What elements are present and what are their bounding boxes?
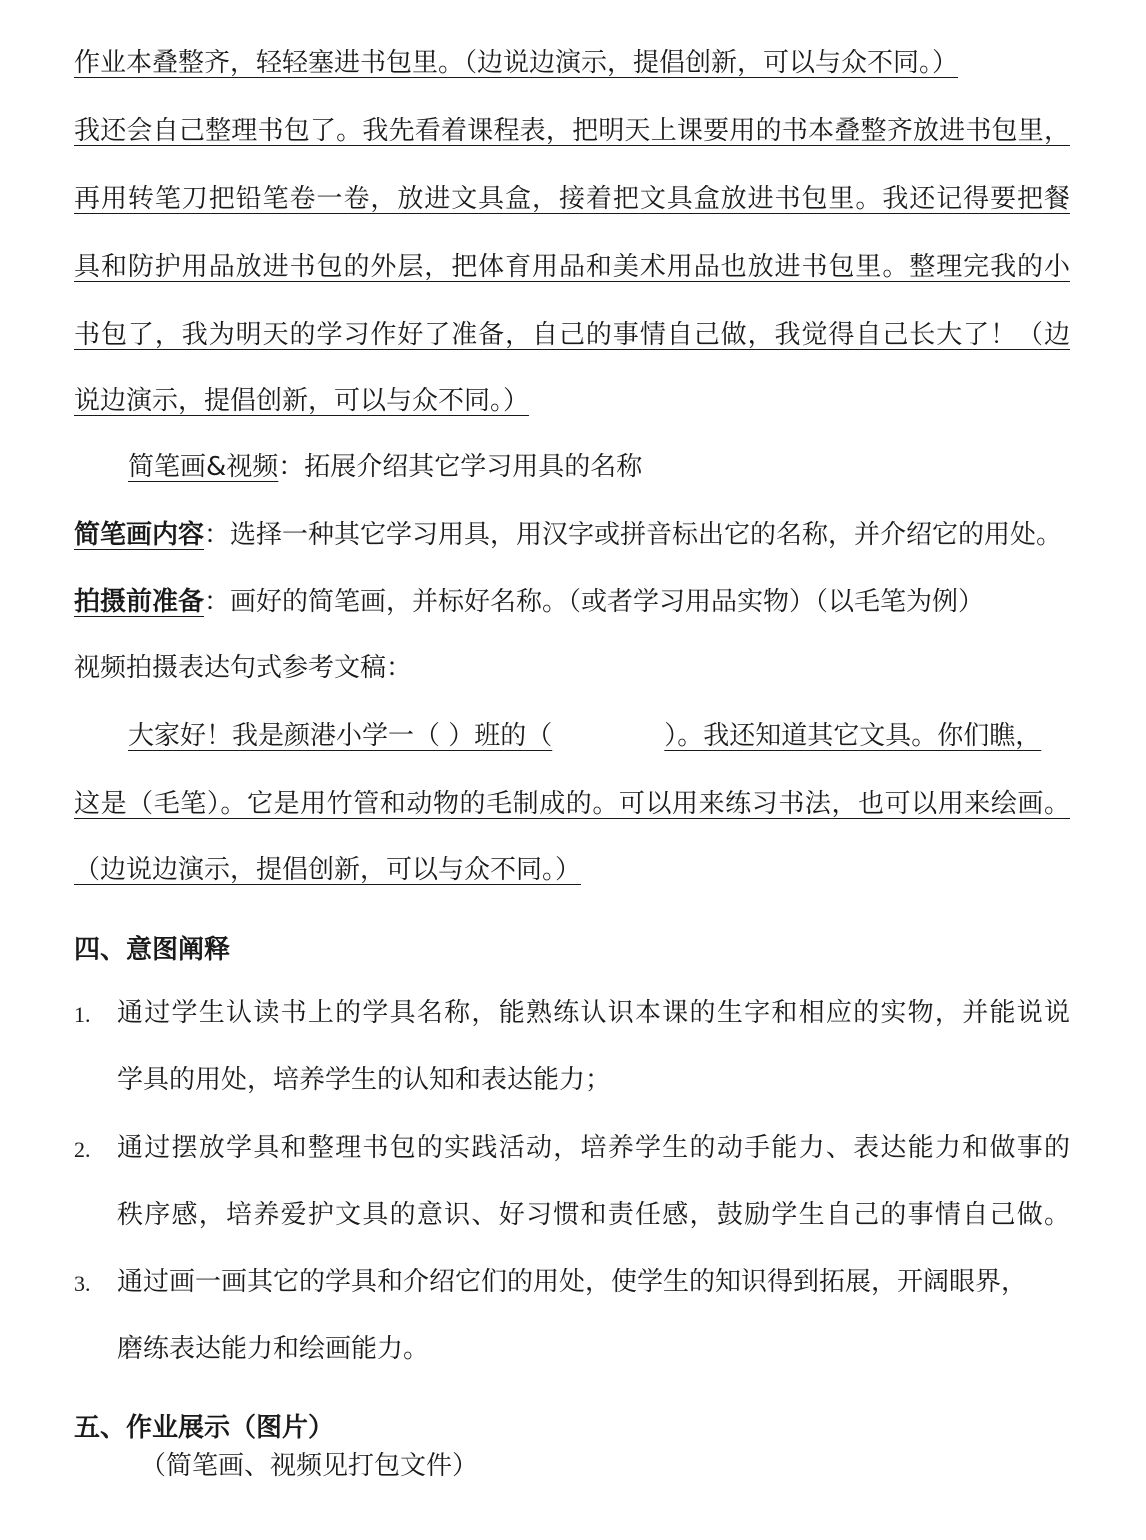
section-heading-showcase: 五、作业展示（图片） <box>74 1413 335 1443</box>
name-blank <box>552 719 664 753</box>
script-intro: 视频拍摄表达句式参考文稿： <box>74 653 413 683</box>
content-text: ：选择一种其它学习用具，用汉字或拼音标出它的名称，并介绍它的用处。 <box>204 520 1063 550</box>
drawing-content-line <box>74 518 1062 552</box>
prep-text: ：画好的简笔画，并标好名称。（或者学习用品实物）（以毛笔为例） <box>204 587 985 617</box>
list-number: 3. <box>74 1271 91 1296</box>
list-item-line: 通过画一画其它的学具和介绍它们的用处，使学生的知识得到拓展，开阔眼界， <box>117 1267 1028 1297</box>
list-item-line: 通过学生认读书上的学具名称，能熟练认识本课的生字和相应的实物，并能说说 <box>117 998 1070 1028</box>
list-item-line: 磨练表达能力和绘画能力。 <box>117 1334 430 1364</box>
script-line <box>128 719 1070 753</box>
paragraph-line: 作业本叠整齐，轻轻塞进书包里。（边说边演示，提倡创新，可以与众不同。） <box>74 48 959 78</box>
drawing-video-subheading <box>128 450 642 484</box>
script-line: （边说边演示，提倡创新，可以与众不同。） <box>74 855 582 885</box>
paragraph-line: 再用转笔刀把铅笔卷一卷，放进文具盒，接着把文具盒放进书包里。我还记得要把餐 <box>74 184 1070 214</box>
drawing-video-label: 简笔画&视频 <box>128 452 279 482</box>
paragraph-line: 书包了，我为明天的学习作好了准备，自己的事情自己做，我觉得自己长大了！（边 <box>74 320 1070 350</box>
script-text-b: ）。我还知道其它文具。你们瞧， <box>664 721 1042 751</box>
list-item-line: 通过摆放学具和整理书包的实践活动，培养学生的动手能力、表达能力和做事的 <box>117 1133 1070 1163</box>
list-item-line: 学具的用处，培养学生的认知和表达能力； <box>117 1065 612 1095</box>
paragraph-line: 具和防护用品放进书包的外层，把体育用品和美术用品也放进书包里。整理完我的小 <box>74 252 1070 282</box>
prep-label: 拍摄前准备 <box>74 587 205 617</box>
script-line: 这是（毛笔）。它是用竹管和动物的毛制成的。可以用来练习书法，也可以用来绘画。 <box>74 789 1070 819</box>
script-text-a: 大家好！我是颜港小学一（ ）班的（ <box>128 721 553 751</box>
showcase-note: （简笔画、视频见打包文件） <box>140 1451 479 1481</box>
prep-line <box>74 585 984 619</box>
list-number: 2. <box>74 1137 91 1162</box>
list-number: 1. <box>74 1002 91 1027</box>
content-label: 简笔画内容 <box>74 520 205 550</box>
list-item-line: 秩序感，培养爱护文具的意识、好习惯和责任感，鼓励学生自己的事情自己做。 <box>117 1200 1070 1230</box>
drawing-video-text: ：拓展介绍其它学习用具的名称 <box>278 452 643 482</box>
paragraph-line: 我还会自己整理书包了。我先看着课程表，把明天上课要用的书本叠整齐放进书包里， <box>74 116 1070 146</box>
paragraph-line: 说边演示，提倡创新，可以与众不同。） <box>74 386 530 416</box>
section-heading-intent: 四、意图阐释 <box>74 935 231 965</box>
